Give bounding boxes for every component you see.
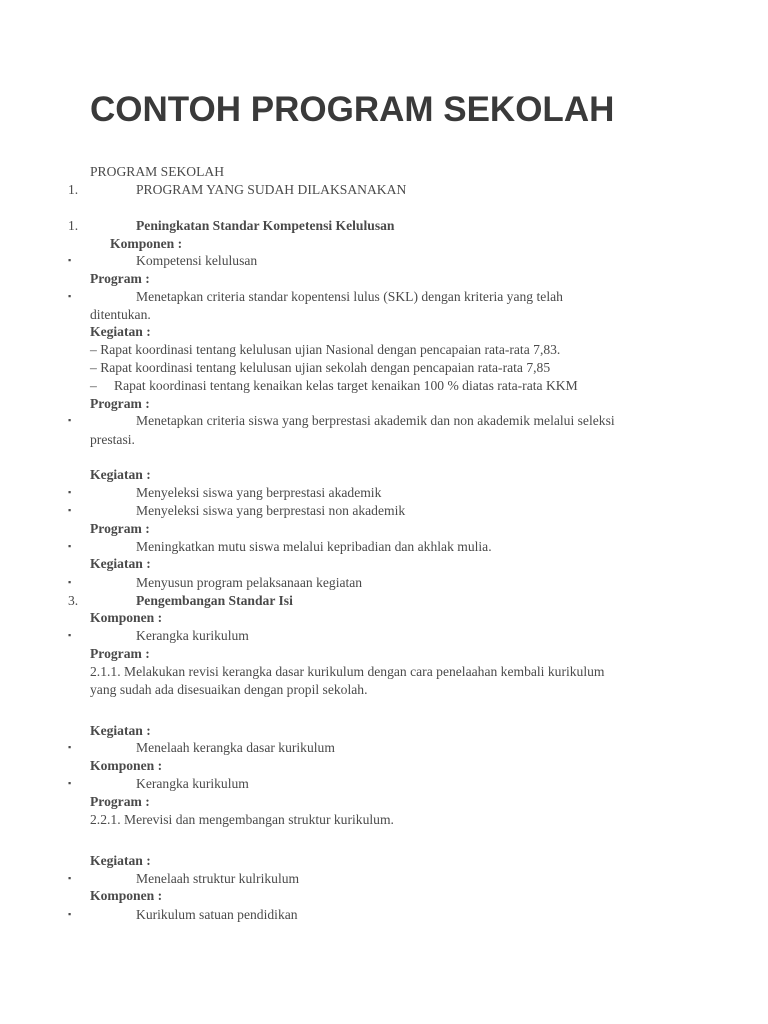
- list-item-text: Kompetensi kelulusan: [136, 253, 258, 268]
- program-label: Program :: [90, 646, 150, 661]
- bullet-icon: ▪: [68, 505, 72, 515]
- bullet-icon: ▪: [68, 541, 72, 551]
- list-item: [0, 288, 563, 307]
- list-item: [0, 502, 406, 521]
- kegiatan-label: Kegiatan :: [90, 467, 151, 482]
- list-item-text: Menyeleksi siswa yang berprestasi non akademik: [136, 503, 406, 518]
- bullet-icon: ▪: [68, 487, 72, 497]
- dash-item-text: – Rapat koordinasi tentang kelulusan ujian Nasional dengan pencapaian rata-rata 7,83.: [90, 342, 561, 357]
- bullet-icon: ▪: [68, 291, 72, 301]
- list-item-text: Menelaah kerangka dasar kurikulum: [136, 740, 335, 755]
- subsection-heading: Pengembangan Standar Isi: [136, 593, 293, 608]
- list-item: [0, 627, 249, 646]
- program-label: Program :: [90, 271, 150, 286]
- list-number: 1.: [68, 182, 79, 197]
- dash-item-text: – Rapat koordinasi tentang kelulusan ujian sekolah dengan pencapaian rata-rata 7,85: [90, 360, 551, 375]
- list-item: [0, 739, 335, 758]
- kegiatan-label: Kegiatan :: [90, 853, 151, 868]
- list-item: [0, 484, 382, 503]
- list-item-text: Menyusun program pelaksanaan kegiatan: [136, 575, 363, 590]
- list-item: [0, 574, 363, 593]
- kegiatan-label: Kegiatan :: [90, 556, 151, 571]
- kegiatan-label: Kegiatan :: [90, 723, 151, 738]
- list-item: [0, 252, 258, 271]
- list-item: [0, 906, 298, 925]
- bullet-icon: ▪: [68, 778, 72, 788]
- page-title: CONTOH PROGRAM SEKOLAH: [90, 90, 615, 129]
- bullet-icon: ▪: [68, 577, 72, 587]
- list-item-text: Kerangka kurikulum: [136, 776, 249, 791]
- program-label: Program :: [90, 794, 150, 809]
- subsection-heading: Peningkatan Standar Kompetensi Kelulusan: [136, 218, 395, 233]
- list-item-text: Menetapkan criteria siswa yang berprestasi akademik dan non akademik melalui seleksi: [136, 413, 615, 428]
- list-item-text: Menyeleksi siswa yang berprestasi akademik: [136, 485, 382, 500]
- bullet-icon: ▪: [68, 873, 72, 883]
- komponen-label: Komponen :: [90, 888, 163, 903]
- dash-item-text: Rapat koordinasi tentang kenaikan kelas target kenaikan 100 % diatas rata-rata KKM: [114, 378, 578, 393]
- list-item: [0, 538, 492, 557]
- komponen-label: Komponen :: [90, 610, 163, 625]
- kegiatan-label: Kegiatan :: [90, 324, 151, 339]
- list-number: 3.: [68, 593, 79, 608]
- bullet-icon: ▪: [68, 742, 72, 752]
- paragraph-text: 2.2.1. Merevisi dan mengembangan struktur kurikulum.: [90, 812, 394, 827]
- continuation-text: ditentukan.: [90, 307, 151, 322]
- list-item: [0, 870, 300, 889]
- section-heading: PROGRAM YANG SUDAH DILAKSANAKAN: [136, 182, 407, 197]
- list-item: [0, 775, 249, 794]
- list-item-text: Menelaah struktur kulrikulum: [136, 871, 300, 886]
- doc-subtitle: PROGRAM SEKOLAH: [90, 164, 225, 179]
- paragraph-text: 2.1.1. Melakukan revisi kerangka dasar kurikulum dengan cara penelaahan kembali kurikulum: [90, 664, 605, 679]
- bullet-icon: ▪: [68, 415, 72, 425]
- bullet-icon: ▪: [68, 630, 72, 640]
- dash-mark: –: [90, 378, 97, 393]
- continuation-text: yang sudah ada disesuaikan dengan propil sekolah.: [90, 682, 368, 697]
- list-number: 1.: [68, 218, 79, 233]
- bullet-icon: ▪: [68, 909, 72, 919]
- continuation-text: prestasi.: [90, 432, 135, 447]
- program-label: Program :: [90, 396, 150, 411]
- list-item: [0, 412, 615, 431]
- komponen-label: Komponen :: [90, 758, 163, 773]
- list-item-text: Kerangka kurikulum: [136, 628, 249, 643]
- program-label: Program :: [90, 521, 150, 536]
- list-item-text: Meningkatkan mutu siswa melalui kepribadian dan akhlak mulia.: [136, 539, 492, 554]
- bullet-icon: ▪: [68, 255, 72, 265]
- list-item-text: Kurikulum satuan pendidikan: [136, 907, 298, 922]
- list-item-text: Menetapkan criteria standar kopentensi lulus (SKL) dengan kriteria yang telah: [136, 289, 563, 304]
- komponen-label: Komponen :: [110, 236, 183, 251]
